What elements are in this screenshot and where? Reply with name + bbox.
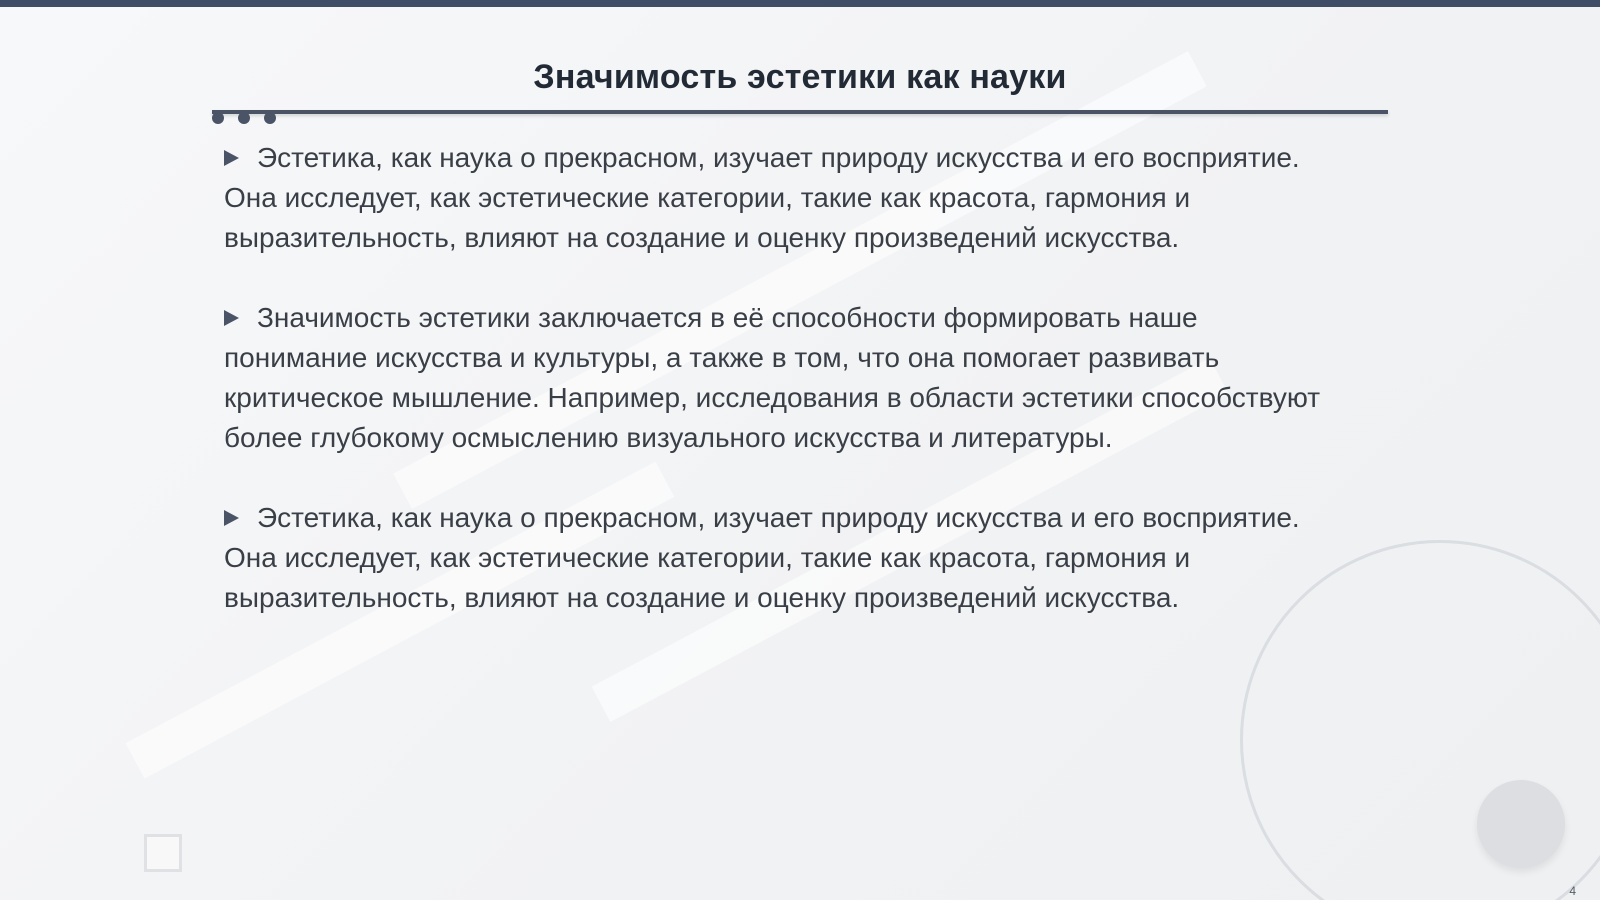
underline-dot bbox=[238, 112, 250, 124]
underline-dot bbox=[212, 112, 224, 124]
top-accent-bar bbox=[0, 0, 1600, 7]
bullet-paragraph-1 bbox=[224, 138, 1334, 258]
title-underline-dots bbox=[212, 112, 276, 126]
bullet-paragraph-3 bbox=[224, 498, 1334, 618]
page-number: 4 bbox=[1569, 884, 1576, 898]
triangle-bullet-icon bbox=[224, 510, 239, 526]
triangle-bullet-icon bbox=[224, 150, 239, 166]
bullet-text: Эстетика, как наука о прекрасном, изучает природу искусства и его восприятие. Она исследует, как эстетические категории, такие как красота, гармония и выразительность, влияют на создание и оценку произведений искусства. bbox=[224, 502, 1300, 613]
slide-title: Значимость эстетики как науки bbox=[533, 58, 1067, 96]
bullet-text: Эстетика, как наука о прекрасном, изучает природу искусства и его восприятие. Она исследует, как эстетические категории, такие как красота, гармония и выразительность, влияют на создание и оценку произведений искусства. bbox=[224, 142, 1300, 253]
title-underline bbox=[212, 110, 1388, 114]
bullet-paragraph-2 bbox=[224, 298, 1334, 458]
decorative-square bbox=[144, 834, 182, 872]
bullet-text: Значимость эстетики заключается в её способности формировать наше понимание искусства и культуры, а также в том, что она помогает развивать критическое мышление. Например, исследования в области эстетики способствуют более глубокому осмыслению визуального искусства и литературы. bbox=[224, 302, 1321, 453]
decorative-circle-filled bbox=[1477, 780, 1565, 868]
underline-dot bbox=[264, 112, 276, 124]
triangle-bullet-icon bbox=[224, 310, 239, 326]
slide-body bbox=[224, 138, 1334, 658]
